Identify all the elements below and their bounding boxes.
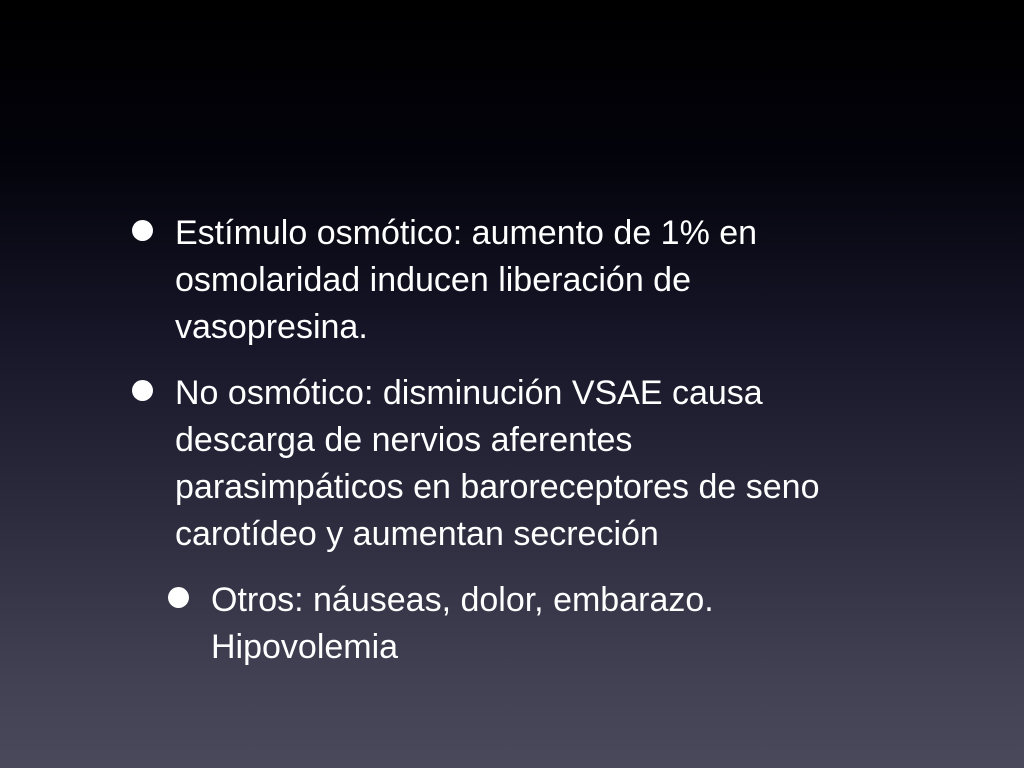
bullet-line: vasopresina. — [175, 308, 368, 346]
bullet-line: osmolaridad inducen liberación de — [175, 261, 691, 299]
bullet-line: Hipovolemia — [211, 628, 399, 666]
bullet-item-osmotic-stimulus — [130, 210, 930, 351]
bullet-dot-icon — [132, 380, 153, 401]
bullet-list — [130, 210, 930, 690]
bullet-line: parasimpáticos en baroreceptores de seno — [175, 468, 820, 506]
bullet-item-others — [130, 577, 930, 671]
bullet-text — [211, 577, 930, 671]
bullet-line: descarga de nervios aferentes — [175, 421, 633, 459]
bullet-item-non-osmotic — [130, 370, 930, 558]
bullet-line: Otros: náuseas, dolor, embarazo. — [211, 581, 714, 619]
bullet-line: carotídeo y aumentan secreción — [175, 515, 659, 553]
bullet-dot-icon — [132, 220, 153, 241]
bullet-text — [175, 210, 930, 351]
bullet-line: Estímulo osmótico: aumento de 1% en — [175, 214, 758, 252]
bullet-line: No osmótico: disminución VSAE causa — [175, 374, 763, 412]
bullet-text — [175, 370, 930, 558]
bullet-dot-icon — [168, 587, 189, 608]
